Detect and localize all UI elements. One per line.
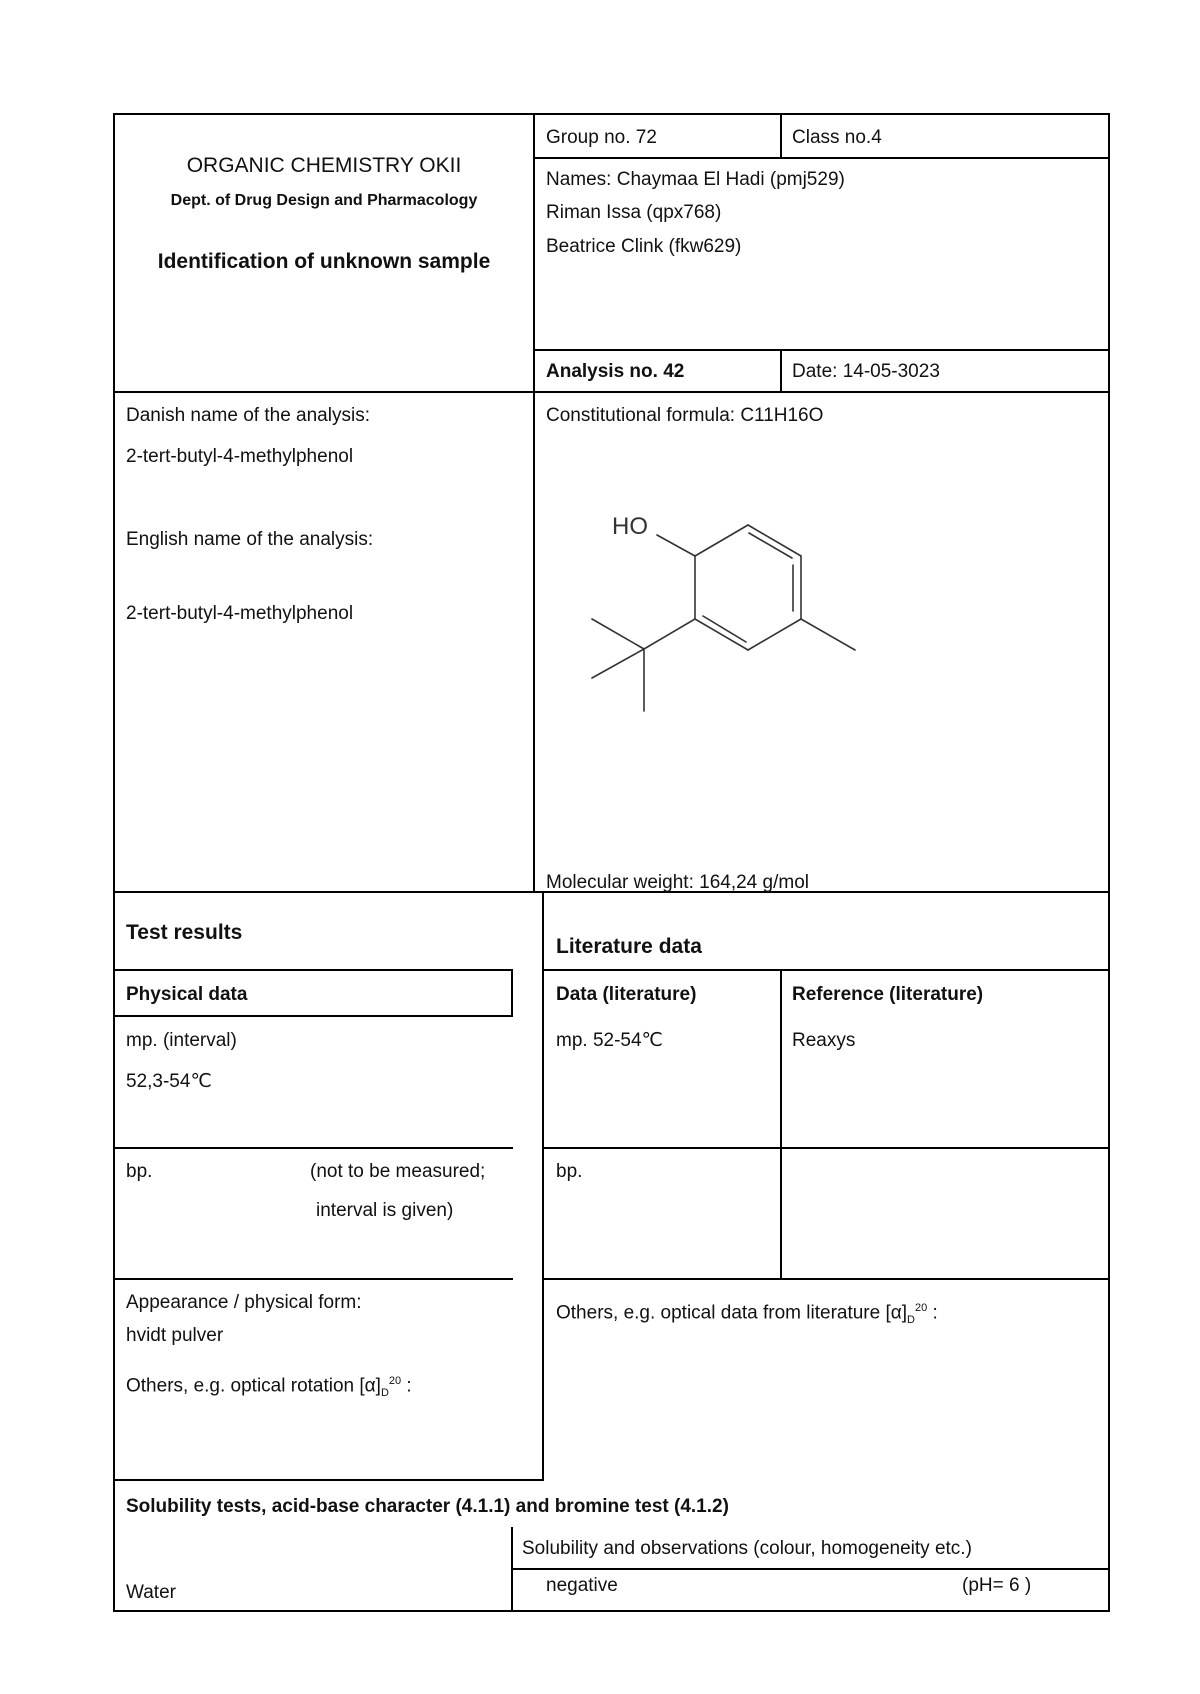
divider	[542, 891, 544, 1481]
structural-formula-drawing	[560, 500, 880, 730]
divider	[113, 1278, 513, 1280]
analysis-date: Date: 14-05-3023	[792, 361, 940, 382]
divider	[113, 391, 1110, 393]
divider	[542, 1147, 1110, 1149]
form-title: Identification of unknown sample	[157, 250, 491, 273]
literature-title: Literature data	[556, 935, 702, 958]
student-name-1: Names: Chaymaa El Hadi (pmj529)	[546, 169, 845, 190]
frame-left	[113, 113, 115, 1612]
class-number: Class no.4	[792, 127, 882, 148]
group-number: Group no. 72	[546, 127, 657, 148]
english-name-label: English name of the analysis:	[126, 529, 374, 550]
divider	[780, 969, 782, 1279]
solubility-title: Solubility tests, acid-base character (4.1.1) and bromine test (4.1.2)	[126, 1496, 729, 1517]
course-title: ORGANIC CHEMISTRY OKII	[186, 154, 462, 177]
mp-label: mp. (interval)	[126, 1030, 237, 1051]
student-name-2: Riman Issa (qpx768)	[546, 202, 722, 223]
divider	[780, 349, 782, 393]
mp-value: 52,3-54℃	[126, 1071, 212, 1092]
divider	[780, 113, 782, 158]
frame-top	[113, 113, 1110, 115]
bp-note: (not to be measured;	[310, 1161, 486, 1182]
reference-literature-header: Reference (literature)	[792, 984, 984, 1005]
divider	[511, 969, 513, 1017]
divider	[113, 1015, 513, 1017]
literature-mp: mp. 52-54℃	[556, 1030, 663, 1051]
solubility-column-header: Solubility and observations (colour, homogeneity etc.)	[522, 1538, 972, 1559]
divider	[533, 113, 535, 893]
divider	[533, 349, 1110, 351]
divider	[113, 1147, 513, 1149]
data-literature-header: Data (literature)	[556, 984, 697, 1005]
analysis-number: Analysis no. 42	[546, 361, 685, 382]
water-ph: (pH= 6 )	[962, 1575, 1032, 1596]
hydroxyl-label: HO	[612, 513, 648, 540]
divider	[542, 1278, 1110, 1280]
divider	[511, 1568, 1110, 1570]
divider	[533, 157, 1110, 159]
department-name: Dept. of Drug Design and Pharmacology	[170, 192, 478, 209]
literature-bp: bp.	[556, 1161, 583, 1182]
danish-name-label: Danish name of the analysis:	[126, 405, 370, 426]
bp-note: interval is given)	[316, 1200, 454, 1221]
optical-rotation-label: Others, e.g. optical rotation $[\alpha]_D^{20}$ :	[126, 1375, 412, 1400]
divider	[542, 969, 1110, 971]
water-result: negative	[546, 1575, 618, 1596]
english-name-value: 2-tert-butyl-4-methylphenol	[126, 603, 354, 624]
appearance-label: Appearance / physical form:	[126, 1292, 362, 1313]
danish-name-value: 2-tert-butyl-4-methylphenol	[126, 446, 354, 467]
frame-right	[1108, 113, 1110, 1612]
test-results-title: Test results	[126, 921, 243, 944]
literature-mp-reference: Reaxys	[792, 1030, 856, 1051]
divider	[113, 1479, 544, 1481]
literature-optical-data-label: Others, e.g. optical data from literature $[\alpha]_D^{20}$ :	[556, 1302, 938, 1327]
bp-label: bp.	[126, 1161, 153, 1182]
student-name-3: Beatrice Clink (fkw629)	[546, 236, 742, 257]
constitutional-formula: Constitutional formula: C11H16O	[546, 405, 824, 426]
appearance-value: hvidt pulver	[126, 1325, 224, 1346]
divider	[113, 969, 513, 971]
frame-bottom	[113, 1610, 1110, 1612]
physical-data-header: Physical data	[126, 984, 248, 1005]
molecular-weight: Molecular weight: 164,24 g/mol	[546, 872, 809, 893]
water-label: Water	[126, 1582, 176, 1603]
